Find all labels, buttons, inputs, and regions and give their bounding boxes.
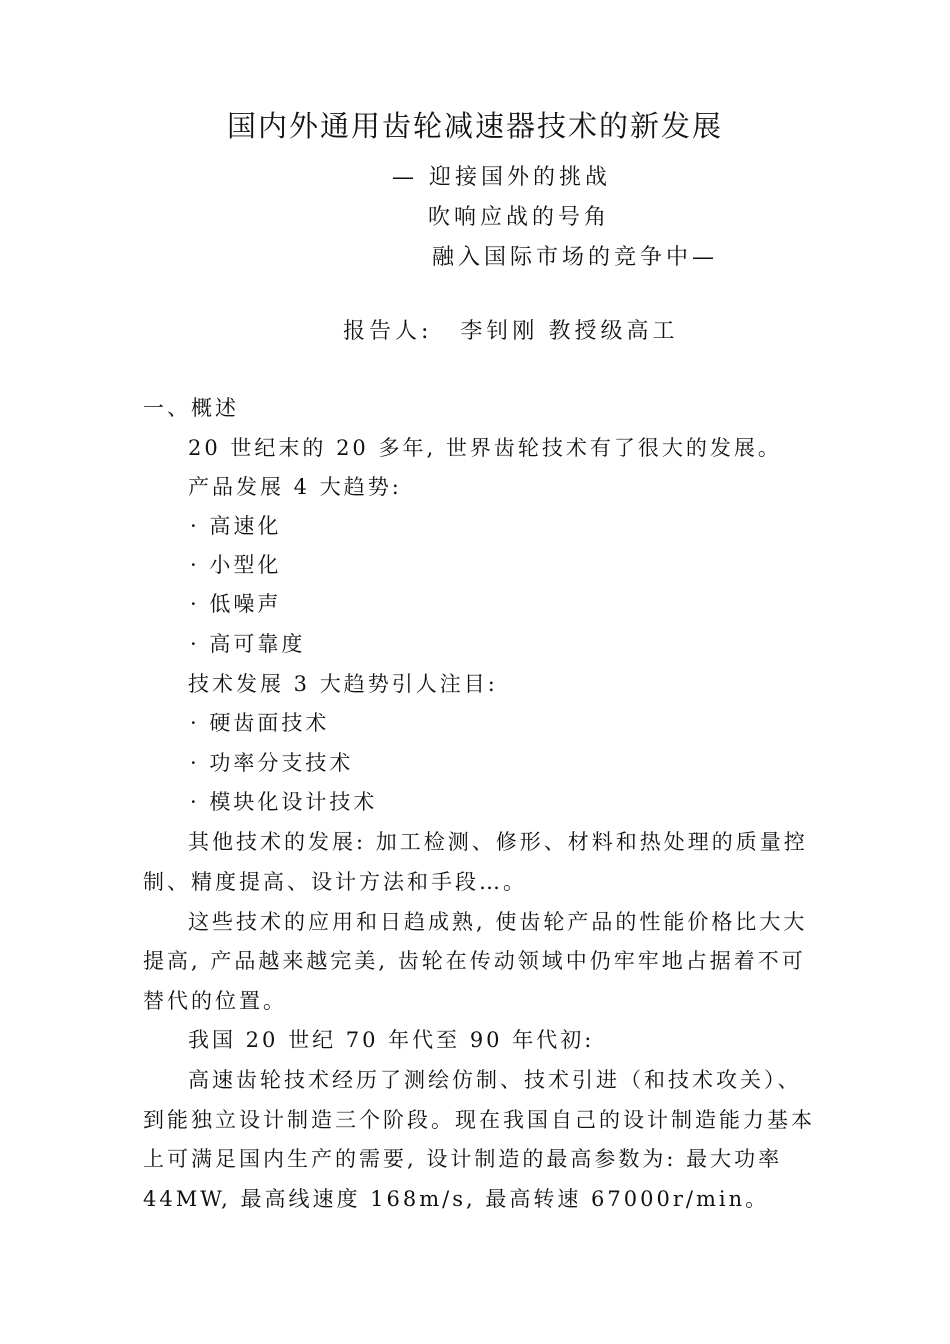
application-line: 这些技术的应用和日趋成熟, 使齿轮产品的性能价格比大大 [188, 910, 808, 934]
other-tech-line: 其他技术的发展: 加工检测、修形、材料和热处理的质量控 [188, 830, 808, 854]
other-tech-line: 制、精度提高、设计方法和手段…。 [143, 870, 527, 894]
product-trend-item: · 高速化 [190, 514, 282, 538]
product-trend-item: · 低噪声 [190, 592, 282, 616]
tech-trend-item: · 模块化设计技术 [190, 790, 378, 814]
section-heading-overview: 一、概述 [143, 396, 239, 420]
china-paragraph-line: 44MW, 最高线速度 168m/s, 最高转速 67000r/min。 [143, 1187, 770, 1211]
application-line: 提高, 产品越来越完美, 齿轮在传动领域中仍牢牢地占据着不可 [143, 949, 806, 973]
subtitle-line-3: 融入国际市场的竞争中— [432, 245, 719, 270]
subtitle-line-1: — 迎接国外的挑战 [392, 165, 611, 190]
tech-trend-item: · 硬齿面技术 [190, 711, 330, 735]
application-line: 替代的位置。 [143, 989, 287, 1013]
reporter-line [343, 314, 678, 345]
document-title: 国内外通用齿轮减速器技术的新发展 [226, 109, 723, 143]
reporter-title: 教授级高工 [548, 319, 679, 344]
product-trends-label: 产品发展 4 大趋势: [188, 475, 402, 499]
china-paragraph-line: 到能独立设计制造三个阶段。现在我国自己的设计制造能力基本 [143, 1108, 815, 1132]
product-trend-item: · 高可靠度 [190, 632, 306, 656]
tech-trend-item: · 功率分支技术 [190, 751, 354, 775]
tech-trends-label: 技术发展 3 大趋势引人注目: [188, 672, 498, 696]
subtitle-line-2: 吹响应战的号角 [428, 205, 611, 230]
product-trend-item: · 小型化 [190, 553, 282, 577]
reporter-name: 李钊刚 [460, 319, 539, 344]
reporter-label: 报告人: [343, 319, 433, 344]
china-paragraph-line: 高速齿轮技术经历了测绘仿制、技术引进（和技术攻关）、 [188, 1068, 802, 1092]
china-period-line: 我国 20 世纪 70 年代至 90 年代初: [188, 1028, 595, 1052]
intro-paragraph: 20 世纪末的 20 多年, 世界齿轮技术有了很大的发展。 [188, 436, 782, 460]
china-paragraph-line: 上可满足国内生产的需要, 设计制造的最高参数为: 最大功率 [143, 1147, 783, 1171]
